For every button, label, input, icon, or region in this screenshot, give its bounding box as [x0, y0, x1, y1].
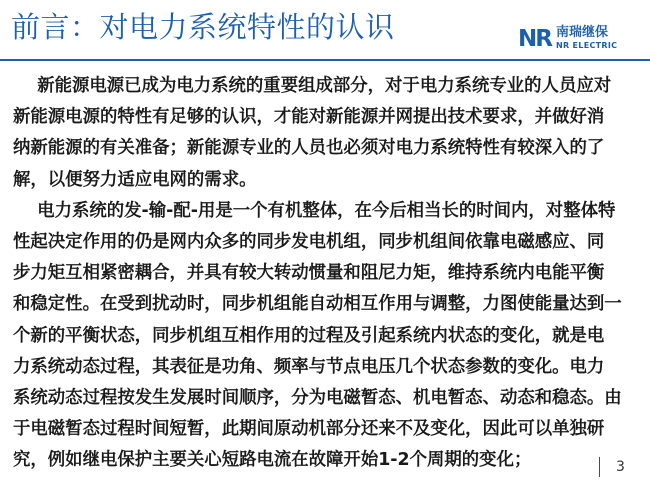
body-line: 电力系统的发-输-配-用是一个有机整体，在今后相当长的时间内，对整体特 — [13, 200, 616, 221]
body-text — [13, 71, 633, 476]
body-line: 步力矩互相紧密耦合，并具有较大转动惯量和阻尼力矩，维持系统内电能平衡 — [13, 263, 605, 284]
body-line: 力系统动态过程，其表征是功角、频率与节点电压几个状态参数的变化。电力 — [13, 356, 605, 377]
body-line: 解，以便努力适应电网的需求。 — [13, 169, 257, 190]
body-line: 个新的平衡状态，同步机组互相作用的过程及引起系统内状态的变化，就是电 — [13, 325, 605, 346]
body-line: 纳新能源的有关准备；新能源专业的人员也必须对电力系统特性有较深入的了 — [13, 138, 605, 159]
title-divider — [0, 59, 650, 61]
body-line: 新能源电源已成为电力系统的重要组成部分，对于电力系统专业的人员应对 — [13, 76, 612, 96]
page-number: 3 — [616, 459, 625, 475]
company-logo — [518, 26, 638, 52]
body-line: 和稳定性。在受到扰动时，同步机组能自动相互作用与调整，力图使能量达到一 — [13, 294, 622, 315]
slide-title: 前言：对电力系统特性的认识 — [11, 10, 395, 44]
page-number-divider — [599, 457, 600, 477]
logo-english-name: NR ELECTRIC — [556, 41, 618, 50]
body-line: 于电磁暂态过程时间短暂，此期间原动机部分还来不及变化，因此可以单独研 — [13, 419, 605, 440]
logo-chinese-name: 南瑞继保 — [556, 25, 609, 40]
body-line: 新能源电源的特性有足够的认识，才能对新能源并网提出技术要求，并做好消 — [13, 107, 605, 128]
body-line: 究，例如继电保护主要关心短路电流在故障开始1-2个周期的变化； — [13, 450, 532, 471]
body-line: 性起决定作用的仍是网内众多的同步发电机组，同步机组间依靠电磁感应、同 — [13, 231, 605, 252]
body-line: 系统动态过程按发生发展时间顺序，分为电磁暂态、机电暂态、动态和稳态。由 — [13, 387, 622, 408]
logo-mark: NR — [518, 26, 551, 52]
